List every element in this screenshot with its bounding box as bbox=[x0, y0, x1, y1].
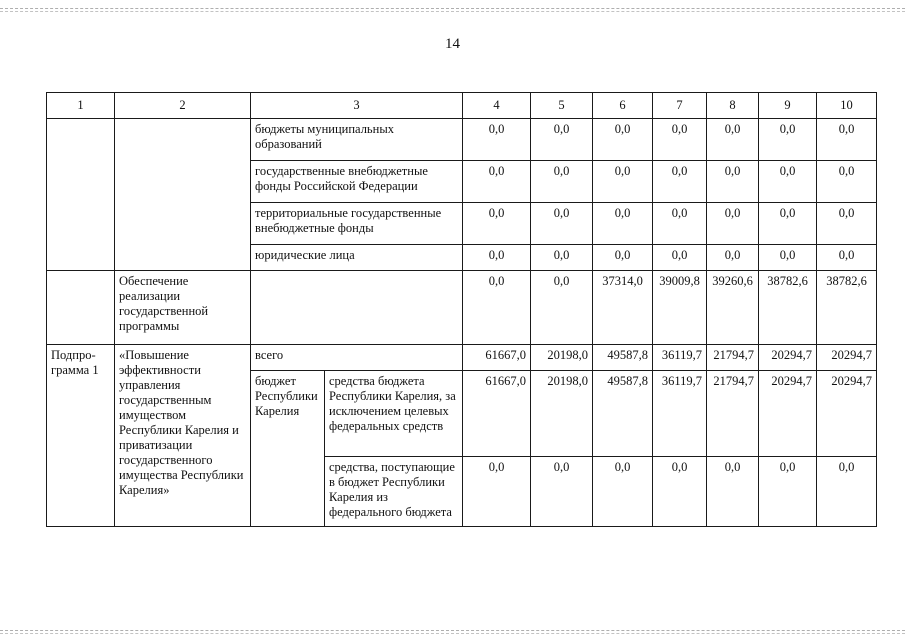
value-cell: 0,0 bbox=[707, 203, 759, 245]
value-cell: 0,0 bbox=[463, 457, 531, 527]
source-label: средства, поступающие в бюджет Республики Карелия из федерального бюджета bbox=[325, 457, 463, 527]
value-cell: 0,0 bbox=[531, 203, 593, 245]
value-cell: 0,0 bbox=[759, 161, 817, 203]
value-cell: 0,0 bbox=[593, 203, 653, 245]
header-row bbox=[47, 93, 877, 119]
empty-cell bbox=[115, 119, 251, 271]
value-cell: 0,0 bbox=[653, 245, 707, 271]
value-cell: 0,0 bbox=[817, 161, 877, 203]
value-cell: 0,0 bbox=[759, 119, 817, 161]
header-cell: 10 bbox=[817, 93, 877, 119]
value-cell: 20294,7 bbox=[817, 345, 877, 371]
value-cell: 0,0 bbox=[463, 203, 531, 245]
value-cell: 0,0 bbox=[759, 457, 817, 527]
value-cell: 0,0 bbox=[707, 457, 759, 527]
header-cell: 9 bbox=[759, 93, 817, 119]
value-cell: 49587,8 bbox=[593, 371, 653, 457]
page-number: 14 bbox=[445, 36, 460, 52]
source-label: бюджеты муниципальных образований bbox=[251, 119, 463, 161]
value-cell: 0,0 bbox=[759, 203, 817, 245]
header-cell: 4 bbox=[463, 93, 531, 119]
value-cell: 20294,7 bbox=[817, 371, 877, 457]
value-cell: 0,0 bbox=[463, 245, 531, 271]
value-cell: 20198,0 bbox=[531, 371, 593, 457]
value-cell: 0,0 bbox=[593, 245, 653, 271]
value-cell: 38782,6 bbox=[759, 271, 817, 345]
value-cell: 20198,0 bbox=[531, 345, 593, 371]
value-cell: 61667,0 bbox=[463, 371, 531, 457]
source-label: юридические лица bbox=[251, 245, 463, 271]
source-label: средства бюджета Республики Карелия, за исключением целевых федеральных средств bbox=[325, 371, 463, 457]
value-cell: 21794,7 bbox=[707, 371, 759, 457]
value-cell: 0,0 bbox=[707, 245, 759, 271]
value-cell: 20294,7 bbox=[759, 371, 817, 457]
source-label: территориальные государственные внебюджетные фонды bbox=[251, 203, 463, 245]
header-cell: 5 bbox=[531, 93, 593, 119]
support-name: Обеспечение реализации государственной программы bbox=[115, 271, 251, 345]
value-cell: 0,0 bbox=[531, 119, 593, 161]
value-cell: 36119,7 bbox=[653, 371, 707, 457]
value-cell: 0,0 bbox=[463, 161, 531, 203]
value-cell: 20294,7 bbox=[759, 345, 817, 371]
value-cell: 0,0 bbox=[707, 161, 759, 203]
scan-top-edge bbox=[0, 8, 905, 12]
empty-cell bbox=[47, 119, 115, 271]
header-cell: 6 bbox=[593, 93, 653, 119]
table-row bbox=[47, 119, 877, 161]
budget-label: бюджет Республики Карелия bbox=[251, 371, 325, 527]
value-cell: 39260,6 bbox=[707, 271, 759, 345]
header-cell: 3 bbox=[251, 93, 463, 119]
header-cell: 1 bbox=[47, 93, 115, 119]
value-cell: 49587,8 bbox=[593, 345, 653, 371]
source-label: государственные внебюджетные фонды Российской Федерации bbox=[251, 161, 463, 203]
value-cell: 0,0 bbox=[653, 203, 707, 245]
scan-bottom-edge bbox=[0, 630, 905, 634]
header-cell: 2 bbox=[115, 93, 251, 119]
value-cell: 0,0 bbox=[531, 271, 593, 345]
value-cell: 0,0 bbox=[531, 457, 593, 527]
support-row bbox=[47, 271, 877, 345]
value-cell: 0,0 bbox=[593, 457, 653, 527]
header-cell: 8 bbox=[707, 93, 759, 119]
value-cell: 0,0 bbox=[531, 161, 593, 203]
value-cell: 0,0 bbox=[707, 119, 759, 161]
budget-table bbox=[46, 92, 877, 527]
header-cell: 7 bbox=[653, 93, 707, 119]
value-cell: 0,0 bbox=[531, 245, 593, 271]
value-cell: 0,0 bbox=[817, 457, 877, 527]
value-cell: 61667,0 bbox=[463, 345, 531, 371]
value-cell: 0,0 bbox=[817, 119, 877, 161]
value-cell: 38782,6 bbox=[817, 271, 877, 345]
total-label: всего bbox=[251, 345, 463, 371]
value-cell: 36119,7 bbox=[653, 345, 707, 371]
value-cell: 0,0 bbox=[463, 271, 531, 345]
value-cell: 0,0 bbox=[653, 457, 707, 527]
value-cell: 0,0 bbox=[593, 161, 653, 203]
empty-cell bbox=[47, 271, 115, 345]
value-cell: 0,0 bbox=[653, 161, 707, 203]
empty-cell bbox=[251, 271, 463, 345]
subprogram-total-row bbox=[47, 345, 877, 371]
value-cell: 0,0 bbox=[463, 119, 531, 161]
value-cell: 0,0 bbox=[817, 245, 877, 271]
subprogram-code: Подпро-грамма 1 bbox=[47, 345, 115, 527]
value-cell: 0,0 bbox=[593, 119, 653, 161]
value-cell: 0,0 bbox=[759, 245, 817, 271]
value-cell: 37314,0 bbox=[593, 271, 653, 345]
subprogram-name: «Повышение эффективности управления государственным имуществом Республики Карелия и приватизации государственного имущества Республики Карелия» bbox=[115, 345, 251, 527]
value-cell: 0,0 bbox=[817, 203, 877, 245]
value-cell: 21794,7 bbox=[707, 345, 759, 371]
value-cell: 39009,8 bbox=[653, 271, 707, 345]
value-cell: 0,0 bbox=[653, 119, 707, 161]
